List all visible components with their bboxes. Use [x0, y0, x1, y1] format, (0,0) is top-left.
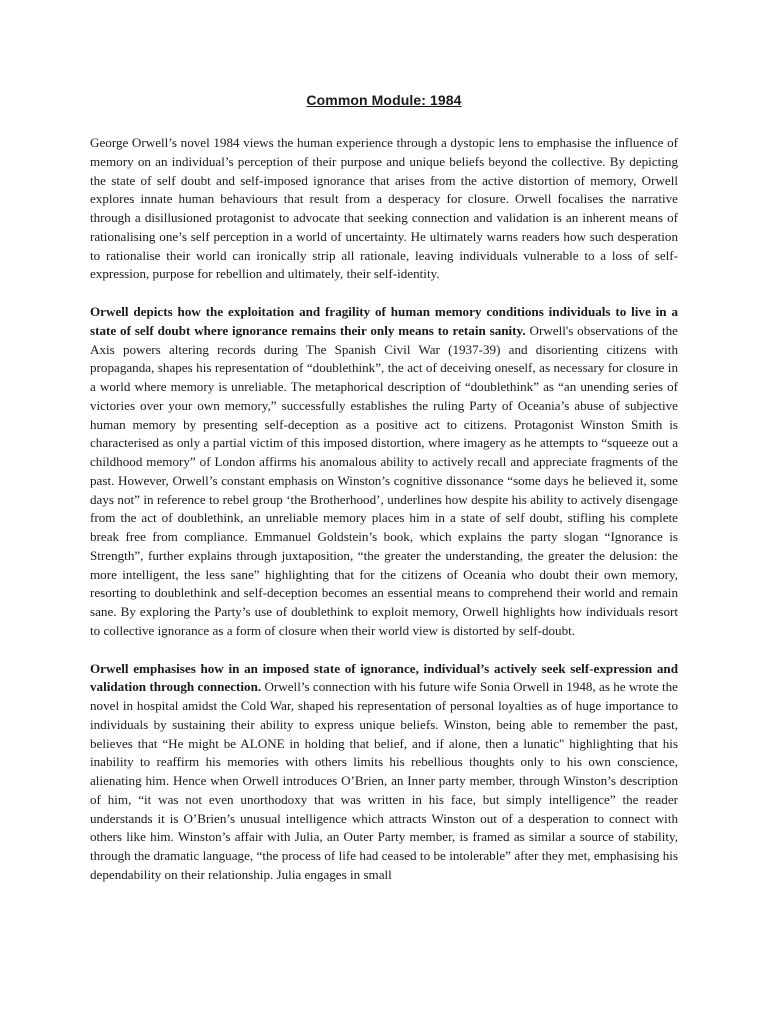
- paragraph-body: Orwell’s connection with his future wife Sonia Orwell in 1948, as he wrote the novel in hospital amidst the Cold War, shaped his representation of personal loyalties as of huge importance to individuals by sustaining their ability to express unique beliefs. Winston, being able to remember the past, believes that “He might be ALONE in holding that belief, and if alone, then a lunatic" highlighting that his inability to reaffirm his memories with others limits his rebellious thoughts only to his own conscience, alienating him. Hence when Orwell introduces O’Brien, an Inner party member, through Winston’s description of him, “it was not even unorthodoxy that was written in his face, but simply intelligence” the reader understands it is O’Brien’s unusual intelligence which attracts Winston out of a desperation to connect with others like him. Winston’s affair with Julia, an Outer Party member, is framed as similar a source of stability, through the dramatic language, “the process of life had ceased to be intolerable” after they met, emphasising his dependability on their relationship. Julia engages in small: [90, 679, 678, 882]
- page-title: Common Module: 1984: [306, 92, 462, 108]
- document-page: [90, 92, 678, 904]
- paragraph-body-1: [90, 303, 678, 641]
- paragraph-body-2: [90, 660, 678, 885]
- paragraph-body: Orwell's observations of the Axis powers altering records during The Spanish Civil War (1937-39) and disorienting citizens with propaganda, shapes his representation of “doublethink”, the act of deceiving oneself, as necessary for closure in a world where memory is unreliable. The metaphorical description of “doublethink” as “an unending series of victories over your own memory,” successfully establishes the ruling Party of Oceania’s abuse of subjective human memory by presenting self-deception as a positive act to citizens. Protagonist Winston Smith is characterised as only a partial victim of this imposed distortion, where imagery as he attempts to “squeeze out a childhood memory” of London affirms his anomalous ability to actively recall and appreciate fragments of the past. However, Orwell’s constant emphasis on Winston’s cognitive dissonance “some days he believed it, some days not” in reference to rebel group ‘the Brotherhood’, underlines how despite his ability to actively disengage from the act of doublethink, an unreliable memory places him in a state of self doubt, stifling his complete break free from compliance. Emmanuel Goldstein’s book, which explains the party slogan “Ignorance is Strength”, further explains through juxtaposition, “the greater the understanding, the greater the delusion: the more intelligent, the less sane” highlighting that for the citizens of Oceania who doubt their own memory, resorting to doublethink and self-deception becomes an essential means to comprehend their world and remain sane. By exploring the Party’s use of doublethink to exploit memory, Orwell highlights how individuals resort to collective ignorance as a form of closure when their world view is distorted by self-doubt.: [90, 322, 678, 638]
- paragraph-body: George Orwell’s novel 1984 views the human experience through a dystopic lens to emphasise the influence of memory on an individual’s perception of their purpose and unique beliefs beyond the collective. By depicting the state of self doubt and self-imposed ignorance that arises from the active distortion of memory, Orwell explores innate human behaviours that result from a desperacy for closure. Orwell focalises the narrative through a disillusioned protagonist to advocate that seeking connection and validation is an inherent means of rationalising one’s self perception in a world of uncertainty. He ultimately warns readers how such desperation to rationalise their world can ironically strip all rationale, leaving individuals vulnerable to a loss of self-expression, purpose for rebellion and ultimately, their self-identity.: [90, 135, 678, 282]
- paragraph-topic-sentence: Orwell emphasises how in an imposed state of ignorance, individual’s actively seek self-expression and validation through connection.: [90, 660, 678, 695]
- paragraph-introduction: [90, 134, 678, 284]
- paragraph-topic-sentence: Orwell depicts how the exploitation and fragility of human memory conditions individuals to live in a state of self doubt where ignorance remains their only means to retain sanity.: [90, 304, 678, 338]
